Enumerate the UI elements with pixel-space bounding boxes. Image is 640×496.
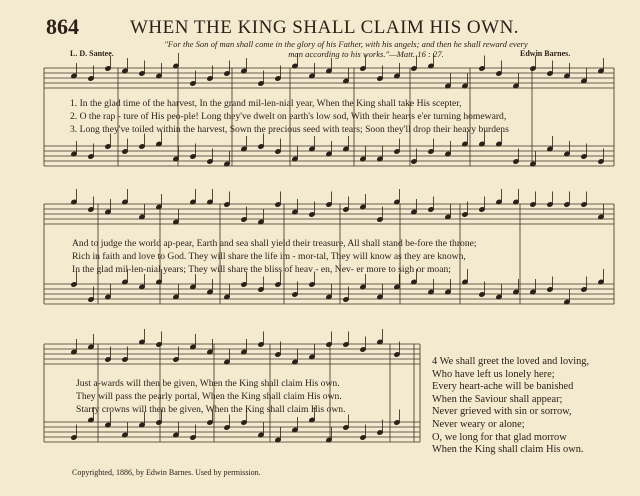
stanza4-line: When the Saviour shall appear;: [432, 393, 563, 405]
epigraph-line-2: man according to his works."—Matt. 16 : 27.: [288, 49, 444, 59]
stanza4-line: Every heart-ache will be banished: [432, 381, 574, 393]
hymn-number: 864: [46, 14, 79, 39]
stanza4-line: Never weary or alone;: [432, 418, 525, 430]
system2-verse2-lyrics: Rich in faith and love to God. They will share the life im - mor-tal, They will know as they are known,: [72, 251, 466, 262]
system3-verse3-lyrics: Starry crowns will then be given, When the King shall claim His own.: [76, 404, 346, 415]
system2-verse1-lyrics: And to judge the world ap-pear, Earth and sea shall yield their treasure, All shall stand be-fore the throne;: [72, 238, 477, 249]
stanza-4: [432, 356, 589, 457]
system1-verse3-lyrics: 3. Long they've toiled within the harvest, Sown the precious seed with tears; Soon they'll drop their heavy burdens: [70, 124, 509, 135]
system1-verse2-lyrics: 2. O the rap - ture of His peo-ple! Long they've dwelt on earth's low sod, With their hearts e'er turning homeward,: [70, 111, 507, 122]
stanza4-line: Who have left us lonely here;: [432, 368, 555, 380]
system3-verse1-lyrics: Just a-wards will then be given, When the King shall claim His own.: [76, 378, 340, 389]
system2-verse3-lyrics: In the glad mil-len-nial years; They will share the bliss of heav - en, Nev- er more to sigh or moan;: [72, 264, 451, 275]
stanza4-line: Never grieved with sin or sorrow,: [432, 406, 572, 418]
system1-verse1-lyrics: 1. In the glad time of the harvest, In the grand mil-len-nial year, When the King shall take His scepter,: [70, 98, 462, 109]
epigraph-line-1: "For the Son of man shall come in the glory of his Father, with his angels; and then he shall reward every: [164, 39, 528, 49]
stanza4-line: 4 We shall greet the loved and loving,: [432, 356, 590, 367]
stanza4-line: O, we long for that glad morrow: [432, 431, 567, 443]
author-credit: Edwin Barnes.: [520, 49, 571, 58]
stanza4-line: When the King shall claim His own.: [432, 444, 584, 456]
copyright-notice: Copyrighted, 1886, by Edwin Barnes. Used by permission.: [72, 468, 261, 477]
hymn-title: WHEN THE KING SHALL CLAIM HIS OWN.: [130, 17, 520, 38]
composer-credit: L. D. Santee.: [70, 49, 114, 58]
system3-verse2-lyrics: They will pass the pearly portal, When the King shall claim His own.: [76, 391, 342, 402]
